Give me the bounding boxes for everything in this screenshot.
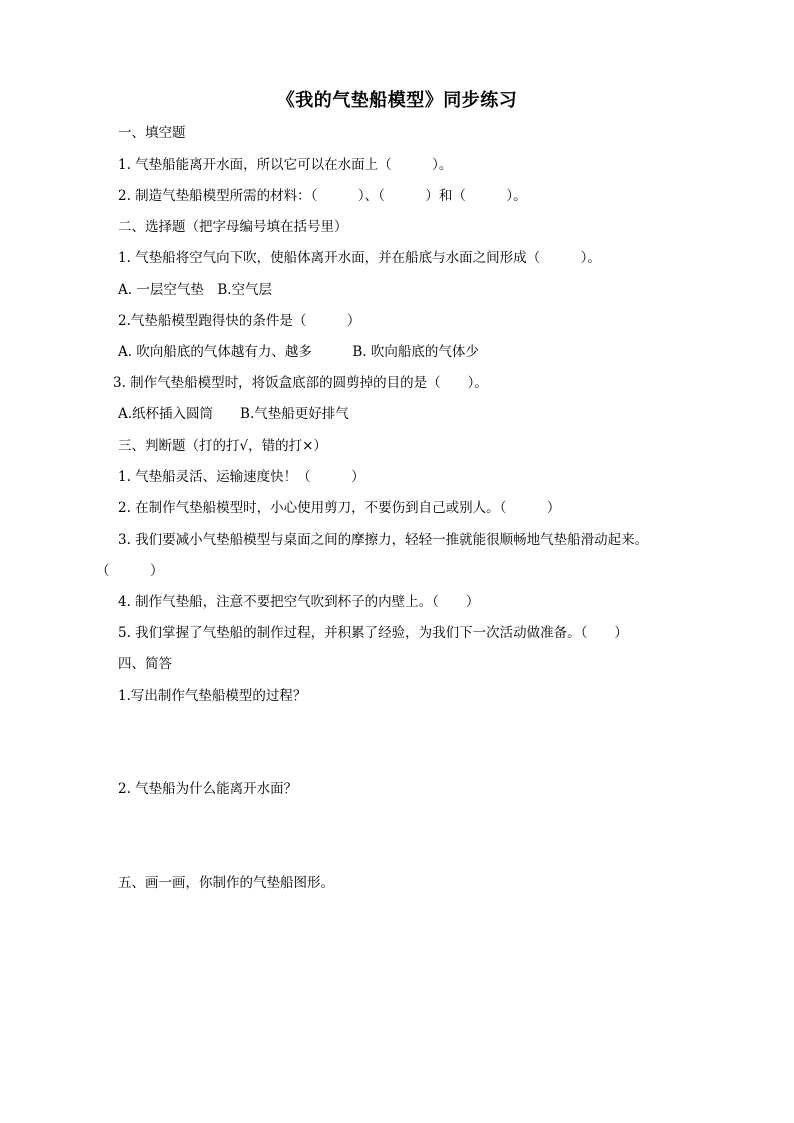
page-title: 《我的气垫船模型》同步练习 [276,90,518,111]
fill-question-1: 1. 气垫船能离开水面，所以它可以在水面上（ ）。 [118,157,453,173]
judge-question-4: 4. 制作气垫船，注意不要把空气吹到杯子的内壁上。（ ） [118,594,480,610]
section-heading-short: 四、简答 [118,656,172,672]
judge-question-1: 1. 气垫船灵活、运输速度快！（ ） [118,469,365,485]
section-heading-choice: 二、选择题（把字母编号填在括号里） [118,219,348,235]
choice-question-1-options: A. 一层空气垫 B.空气层 [118,282,273,298]
choice-question-1: 1. 气垫船将空气向下吹，使船体离开水面，并在船底与水面之间形成（ ）。 [118,250,601,266]
choice-question-3: 3. 制作气垫船模型时，将饭盒底部的圆剪掉的目的是（ ）。 [113,375,488,391]
short-question-1: 1.写出制作气垫船模型的过程？ [118,688,307,704]
judge-question-3: 3. 我们要减小气垫船模型与桌面之间的摩擦力，轻轻一推就能很顺畅地气垫船滑动起来。 [118,532,649,548]
judge-question-5: 5. 我们掌握了气垫船的制作过程，并积累了经验，为我们下一次活动做准备。（ ） [118,625,628,641]
section-heading-fill: 一、填空题 [118,125,186,141]
fill-question-2: 2. 制造气垫船模型所需的材料：（ ）、（ ）和（ ）。 [118,188,527,204]
judge-question-3-answer: （ ） [96,563,164,579]
choice-question-2-options: A. 吹向船底的气体越有力、越多 B. 吹向船底的气体少 [118,344,479,360]
judge-question-2: 2. 在制作气垫船模型时，小心使用剪刀，不要伤到自己或别人。（ ） [118,500,561,516]
short-question-2: 2. 气垫船为什么能离开水面？ [118,781,298,797]
choice-question-2: 2.气垫船模型跑得快的条件是（ ） [118,313,361,329]
section-heading-judge: 三、判断题（打的打√，错的打×） [118,438,327,454]
section-heading-draw: 五、画一画，你制作的气垫船图形。 [118,875,334,891]
choice-question-3-options: A.纸杯插入圆筒 B.气垫船更好排气 [118,406,349,422]
